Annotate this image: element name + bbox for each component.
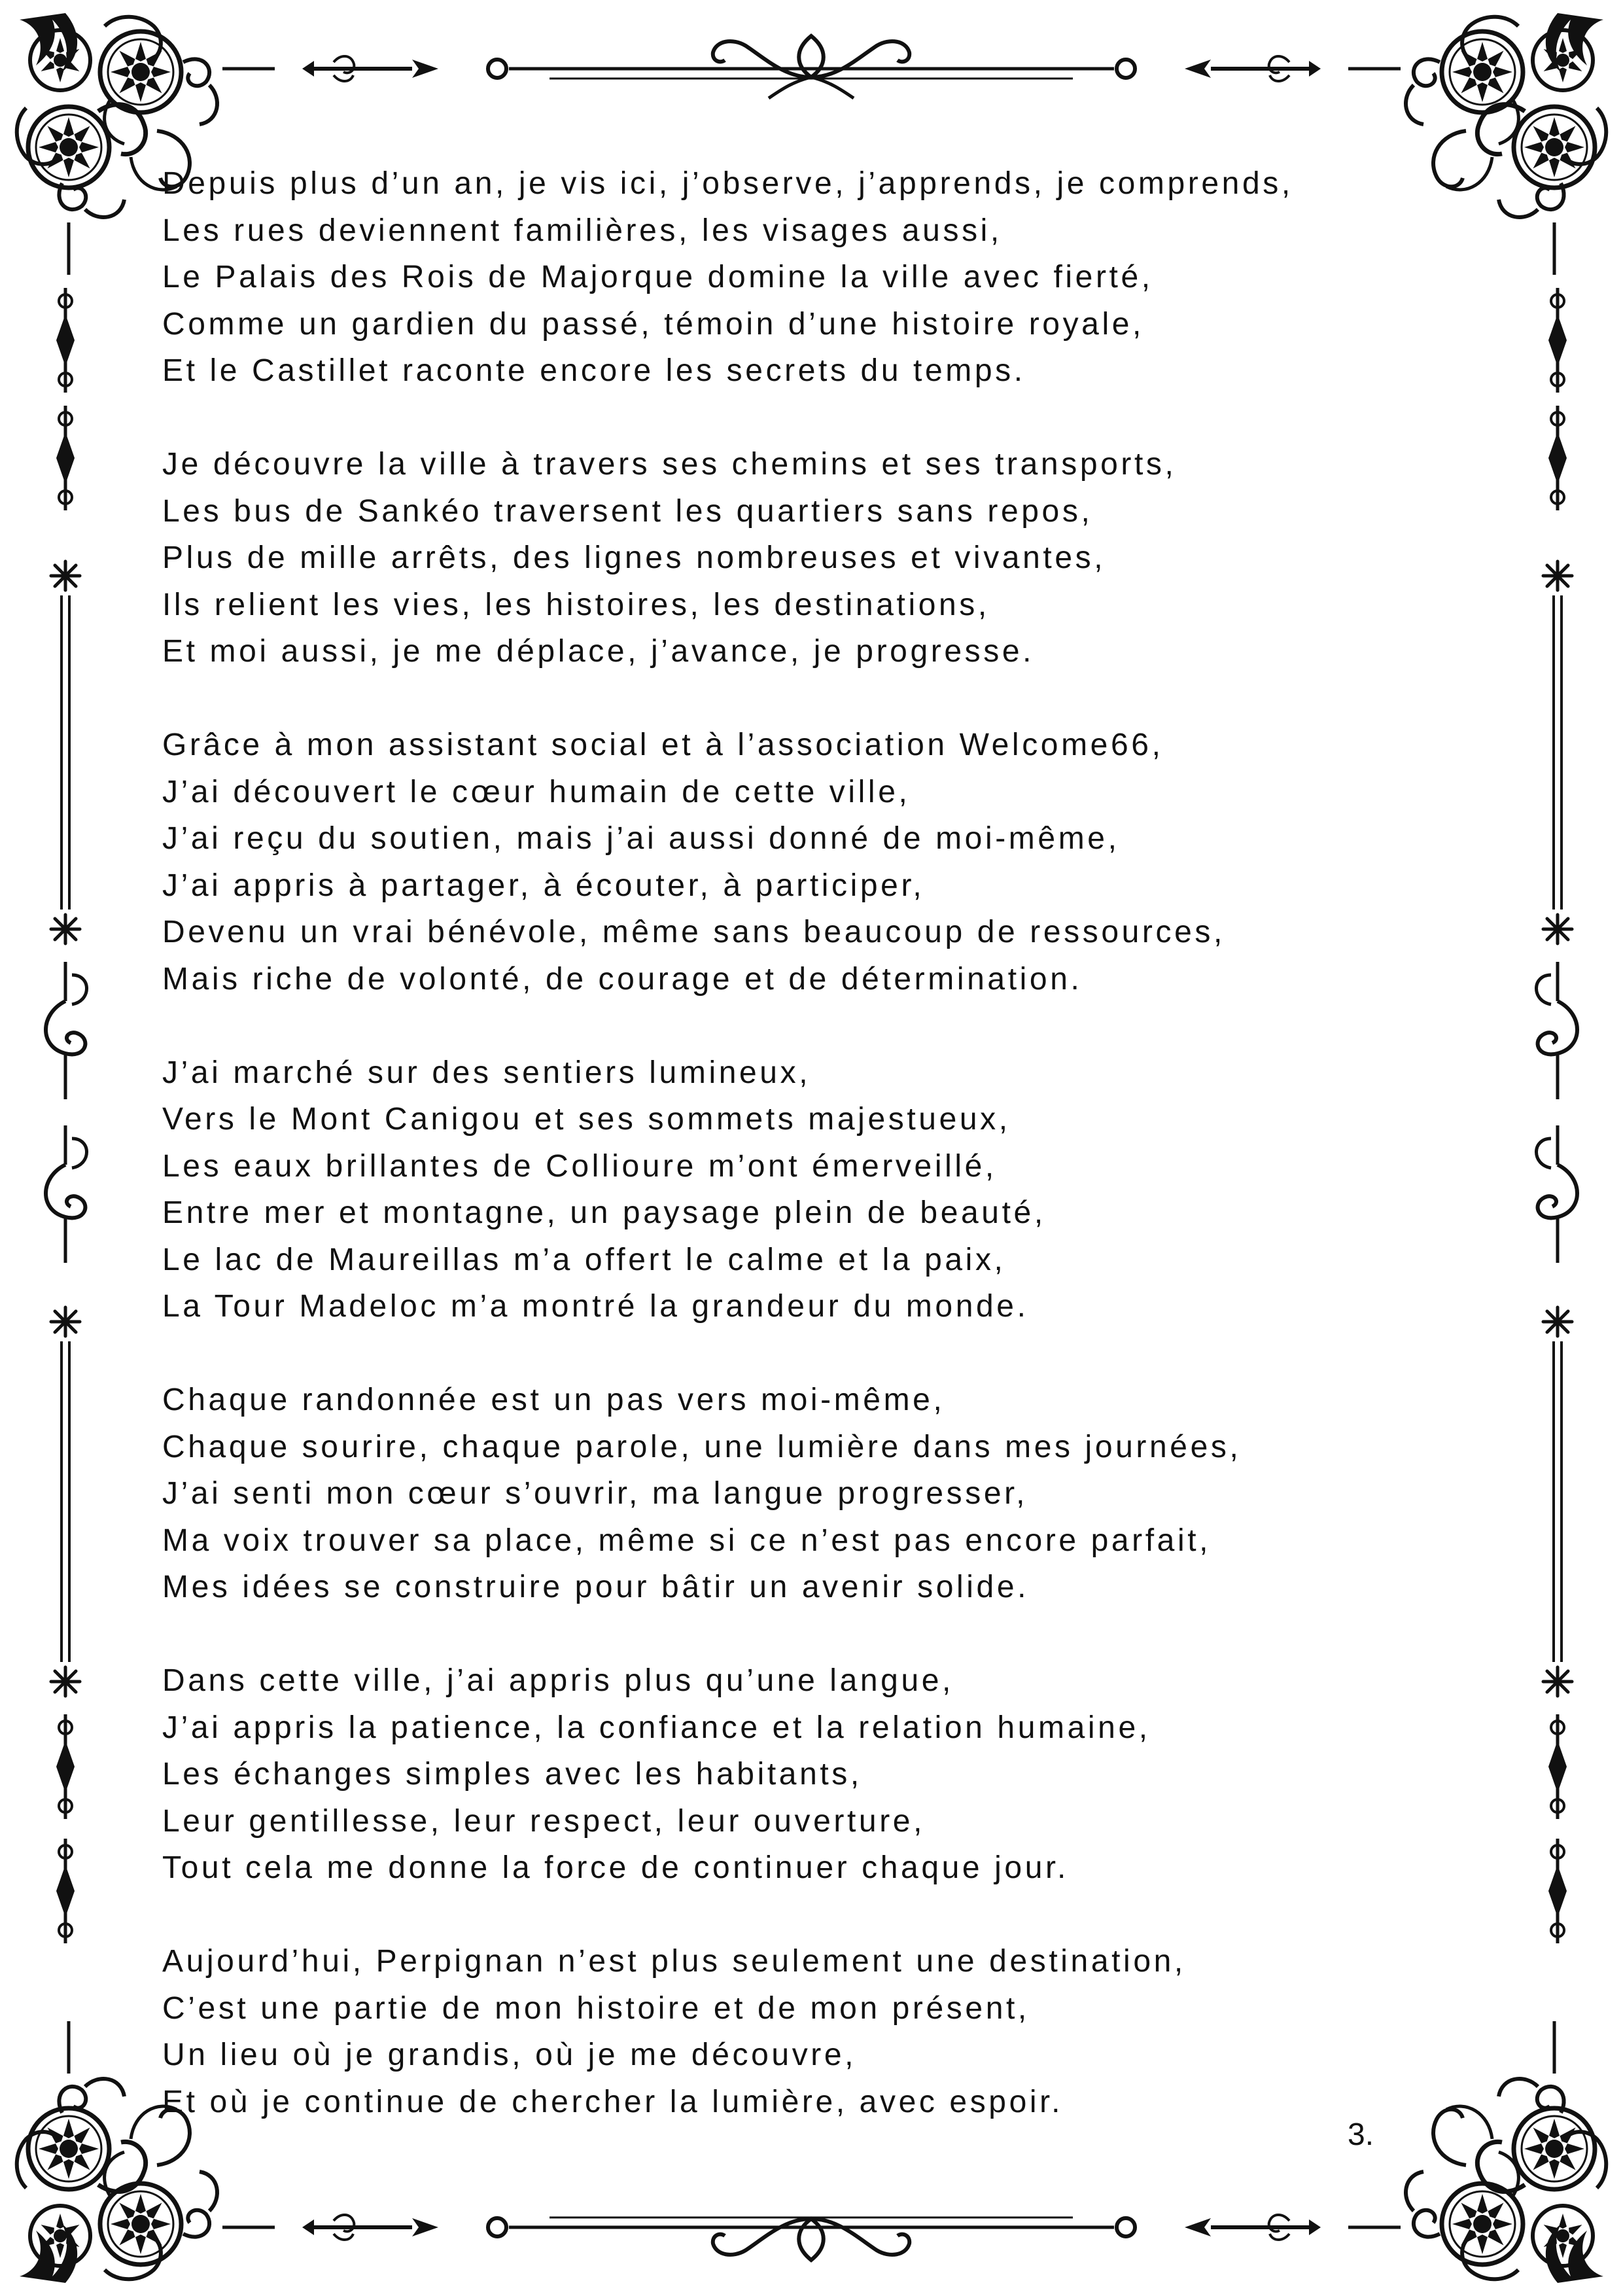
poem-line: Je découvre la ville à travers ses chemins et ses transports, xyxy=(162,447,1177,482)
poem-line: Tout cela me donne la force de continuer chaque jour. xyxy=(162,1850,1069,1885)
poem-line: Et le Castillet raconte encore les secrets du temps. xyxy=(162,353,1026,388)
stanza-5 xyxy=(162,1377,1471,1611)
poem-line: J’ai marché sur des sentiers lumineux, xyxy=(162,1055,811,1090)
poem-line: Aujourd’hui, Perpignan n’est plus seulement une destination, xyxy=(162,1944,1186,1979)
poem-line: Devenu un vrai bénévole, même sans beaucoup de ressources, xyxy=(162,915,1225,949)
poem-line: J’ai senti mon cœur s’ouvrir, ma langue progresser, xyxy=(162,1476,1028,1511)
poem-line: C’est une partie de mon histoire et de mon présent, xyxy=(162,1990,1030,2026)
top-border xyxy=(302,36,1321,98)
left-border xyxy=(46,288,87,1943)
page-number: 3. xyxy=(1348,2117,1374,2152)
poem-line: Depuis plus d’un an, je vis ici, j’observe, j’apprends, je comprends, xyxy=(162,166,1293,201)
poem-line: J’ai découvert le cœur humain de cette ville, xyxy=(162,774,911,809)
poem-line: Et où je continue de chercher la lumière, avec espoir. xyxy=(162,2084,1064,2119)
poem-line: Entre mer et montagne, un paysage plein de beauté, xyxy=(162,1195,1046,1230)
poem-line: Les eaux brillantes de Collioure m’ont émerveillé, xyxy=(162,1148,997,1184)
poem-line: J’ai reçu du soutien, mais j’ai aussi donné de moi-même, xyxy=(162,821,1120,856)
poem-line: Le Palais des Rois de Majorque domine la ville avec fierté, xyxy=(162,260,1153,294)
stanza-1 xyxy=(162,160,1471,395)
poem-body xyxy=(162,160,1471,2172)
poem-line: La Tour Madeloc m’a montré la grandeur du monde. xyxy=(162,1289,1029,1324)
poem-line: Un lieu où je grandis, où je me découvre, xyxy=(162,2038,857,2072)
poem-line: Plus de mille arrêts, des lignes nombreuses et vivantes, xyxy=(162,540,1106,575)
poem-line: Les rues deviennent familières, les visages aussi, xyxy=(162,213,1002,248)
stanza-7 xyxy=(162,1938,1471,2125)
stanza-3 xyxy=(162,722,1471,1002)
poem-line: Vers le Mont Canigou et ses sommets majestueux, xyxy=(162,1102,1011,1137)
poem-line: Mes idées se construire pour bâtir un avenir solide. xyxy=(162,1570,1030,1604)
poem-line: Ma voix trouver sa place, même si ce n’est pas encore parfait, xyxy=(162,1523,1212,1558)
poem-line: Mais riche de volonté, de courage et de détermination. xyxy=(162,961,1083,997)
stanza-4 xyxy=(162,1050,1471,1330)
poem-line: Ils relient les vies, les histoires, les destinations, xyxy=(162,587,990,622)
poem-line: Le lac de Maureillas m’a offert le calme et la paix, xyxy=(162,1242,1006,1277)
poem-line: Comme un gardien du passé, témoin d’une histoire royale, xyxy=(162,306,1144,342)
right-border xyxy=(1537,288,1578,1943)
poem-line: Chaque sourire, chaque parole, une lumière dans mes journées, xyxy=(162,1429,1242,1464)
poem-line: Les bus de Sankéo traversent les quartiers sans repos, xyxy=(162,493,1093,529)
stanza-2 xyxy=(162,441,1471,675)
poem-line: Chaque randonnée est un pas vers moi-même, xyxy=(162,1383,945,1417)
poem-line: Dans cette ville, j’ai appris plus qu’une langue, xyxy=(162,1663,954,1698)
poem-line: Les échanges simples avec les habitants, xyxy=(162,1757,862,1792)
stanza-6 xyxy=(162,1657,1471,1892)
poem-line: J’ai appris à partager, à écouter, à participer, xyxy=(162,868,925,903)
poem-line: Grâce à mon assistant social et à l’association Welcome66, xyxy=(162,728,1164,762)
poem-line: Et moi aussi, je me déplace, j’avance, je progresse. xyxy=(162,634,1035,669)
poem-line: Leur gentillesse, leur respect, leur ouverture, xyxy=(162,1803,926,1839)
poem-line: J’ai appris la patience, la confiance et la relation humaine, xyxy=(162,1710,1151,1745)
bottom-border xyxy=(302,2215,1321,2260)
